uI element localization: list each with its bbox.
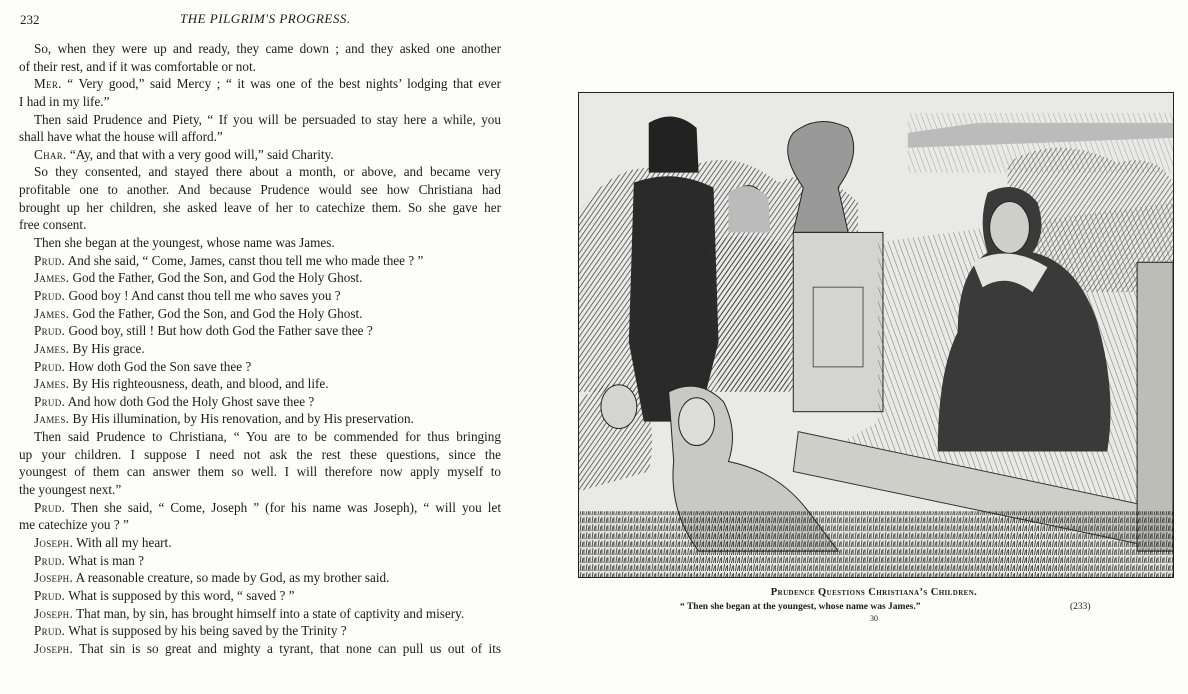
text-line xyxy=(19,410,501,428)
page-number-right: (233) xyxy=(1070,602,1091,612)
line-text: Then she said, “ Come, Joseph ” (for his name was Joseph), “ will you let xyxy=(65,499,501,515)
text-line xyxy=(19,569,501,587)
left-page xyxy=(0,0,560,694)
speaker-label: James. xyxy=(34,305,70,321)
line-text: shall have what the house will afford.” xyxy=(19,129,223,145)
text-line xyxy=(19,234,501,252)
speaker-label: Prud. xyxy=(34,499,66,515)
text-line xyxy=(19,305,501,323)
line-text: So, when they were up and ready, they came down ; and they asked one another xyxy=(34,41,501,56)
text-line xyxy=(19,181,501,199)
text-line xyxy=(19,40,501,58)
line-text: Then she began at the youngest, whose name was James. xyxy=(34,235,335,251)
line-text: What is supposed by this word, “ saved ? ” xyxy=(65,587,295,603)
speaker-label: Prud. xyxy=(34,623,66,639)
line-text: God the Father, God the Son, and God the Holy Ghost. xyxy=(69,305,363,321)
text-line xyxy=(19,587,501,605)
text-line xyxy=(19,93,501,111)
line-text: That man, by sin, has brought himself into a state of captivity and misery. xyxy=(73,605,465,621)
text-line xyxy=(19,481,501,499)
speaker-label: James. xyxy=(34,376,70,392)
line-text: me catechize you ? ” xyxy=(19,517,129,533)
text-line xyxy=(19,252,501,270)
illustration-caption-quote: “ Then she began at the youngest, whose name was James.” xyxy=(680,602,921,612)
text-line xyxy=(19,322,501,340)
line-text: By His illumination, by His renovation, and by His preservation. xyxy=(69,411,414,427)
line-text: A reasonable creature, so made by God, as my brother said. xyxy=(73,570,390,586)
text-line xyxy=(19,375,501,393)
speaker-label: Mer. xyxy=(34,76,62,92)
body-text xyxy=(19,40,501,657)
running-head: THE PILGRIM'S PROGRESS. xyxy=(180,11,351,26)
text-line xyxy=(19,358,501,376)
text-line xyxy=(19,499,501,517)
text-line xyxy=(19,199,501,217)
line-text: I had in my life.” xyxy=(19,93,110,109)
line-text: What is man ? xyxy=(65,552,145,568)
text-line xyxy=(19,269,501,287)
text-line xyxy=(19,463,501,481)
text-line xyxy=(19,111,501,129)
line-text: So they consented, and stayed there about a month, or above, and became very xyxy=(34,164,501,180)
line-text: With all my heart. xyxy=(73,534,172,550)
text-line xyxy=(19,640,501,658)
line-text: profitable one to another. And because Prudence would see how Christiana had xyxy=(19,182,501,198)
page-number-left: 232 xyxy=(20,12,40,27)
text-line xyxy=(19,128,501,146)
speaker-label: Prud. xyxy=(34,287,66,303)
text-line xyxy=(19,446,501,464)
line-text: That sin is so great and mighty a tyrant, that none can pull us out of its xyxy=(73,640,501,656)
line-text: God the Father, God the Son, and God the Holy Ghost. xyxy=(69,270,363,286)
line-text: “Ay, and that with a very good will,” said Charity. xyxy=(66,146,334,162)
speaker-label: Prud. xyxy=(34,252,66,268)
text-line xyxy=(19,393,501,411)
signature-mark: 30 xyxy=(870,614,878,623)
speaker-label: Prud. xyxy=(34,323,66,339)
line-text: And she said, “ Come, James, canst thou tell me who made thee ? ” xyxy=(65,252,424,268)
text-line xyxy=(19,428,501,446)
speaker-label: Prud. xyxy=(34,358,66,374)
line-text: Good boy, still ! But how doth God the Father save thee ? xyxy=(65,323,373,339)
text-line xyxy=(19,340,501,358)
line-text: the youngest next.” xyxy=(19,482,122,498)
text-line xyxy=(19,58,501,76)
line-text: By His righteousness, death, and blood, and life. xyxy=(69,376,329,392)
right-page xyxy=(560,0,1188,694)
speaker-label: James. xyxy=(34,411,70,427)
line-text: And how doth God the Holy Ghost save thee ? xyxy=(65,393,315,409)
speaker-label: Joseph. xyxy=(34,605,74,621)
engraving-image xyxy=(579,93,1173,577)
text-line xyxy=(19,516,501,534)
speaker-label: Prud. xyxy=(34,393,66,409)
speaker-label: Char. xyxy=(34,146,67,162)
text-line xyxy=(19,552,501,570)
speaker-label: Joseph. xyxy=(34,570,74,586)
speaker-label: Prud. xyxy=(34,587,66,603)
line-text: What is supposed by his being saved by the Trinity ? xyxy=(65,623,347,639)
line-text: By His grace. xyxy=(69,340,145,356)
engraving-illustration xyxy=(578,92,1174,578)
text-line xyxy=(19,75,501,93)
line-text: How doth God the Son save thee ? xyxy=(65,358,252,374)
line-text: up your children. I suppose I need not ask the rest these questions, since the xyxy=(19,446,501,462)
line-text: free consent. xyxy=(19,217,87,233)
text-line xyxy=(19,287,501,305)
illustration-caption-title: Prudence Questions Christiana’s Children. xyxy=(770,587,978,598)
speaker-label: Prud. xyxy=(34,552,66,568)
text-line xyxy=(19,163,501,181)
speaker-label: Joseph. xyxy=(34,534,74,550)
line-text: Then said Prudence and Piety, “ If you will be persuaded to stay here a while, you xyxy=(34,111,501,127)
line-text: Then said Prudence to Christiana, “ You are to be commended for thus bringing xyxy=(34,429,501,445)
line-text: brought up her children, she asked leave of her to catechize them. So she gave her xyxy=(19,199,501,215)
text-line xyxy=(19,622,501,640)
line-text: of their rest, and if it was comfortable or not. xyxy=(19,58,256,74)
text-line xyxy=(19,146,501,164)
text-line xyxy=(19,216,501,234)
line-text: Good boy ! And canst thou tell me who saves you ? xyxy=(65,287,341,303)
line-text: “ Very good,” said Mercy ; “ it was one of the best nights’ lodging that ever xyxy=(61,76,501,92)
text-line xyxy=(19,534,501,552)
speaker-label: James. xyxy=(34,340,70,356)
speaker-label: Joseph. xyxy=(34,640,74,656)
speaker-label: James. xyxy=(34,270,70,286)
text-line xyxy=(19,605,501,623)
line-text: youngest of them can answer them so well. I will therefore now apply myself to xyxy=(19,464,501,480)
